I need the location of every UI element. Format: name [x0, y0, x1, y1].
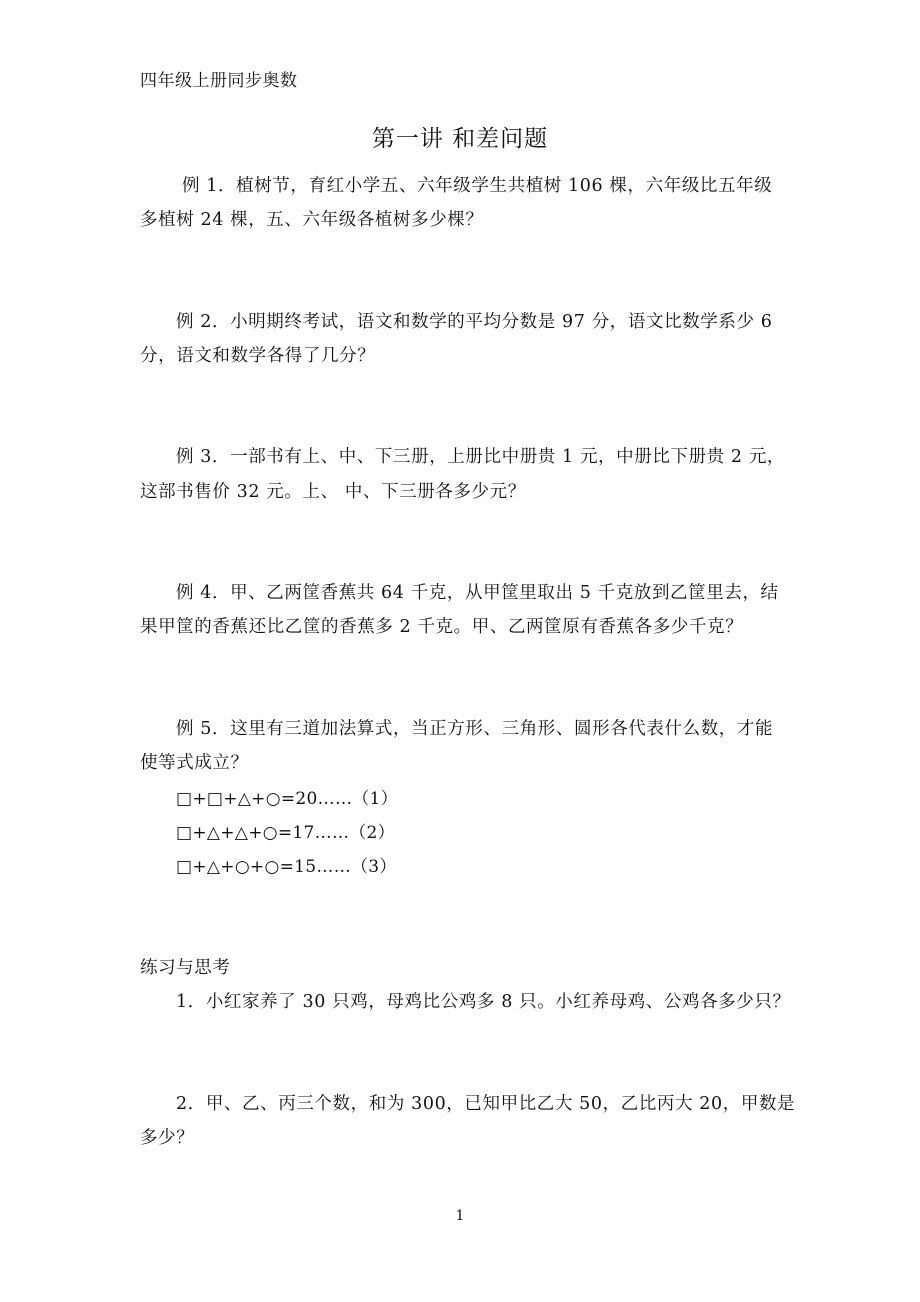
- example-1-line-2: 多植树 24 棵，五、六年级各植树多少棵？: [140, 210, 484, 230]
- example-4-line-1: 例 4．甲、乙两筐香蕉共 64 千克，从甲筐里取出 5 千克放到乙筐里去，结: [176, 583, 779, 603]
- practice-1-line-1: 1．小红家养了 30 只鸡，母鸡比公鸡多 8 只。小红养母鸡、公鸡各多少只？: [176, 992, 791, 1012]
- example-4-line-2: 果甲筐的香蕉还比乙筐的香蕉多 2 千克。甲、乙两筐原有香蕉各多少千克？: [140, 617, 744, 637]
- example-1-line-1: 例 1．植树节，育红小学五、六年级学生共植树 106 棵，六年级比五年级: [182, 176, 773, 196]
- document-header: 四年级上册同步奥数: [140, 71, 298, 91]
- example-3-line-2: 这部书售价 32 元。上、 中、下三册各多少元？: [140, 482, 526, 502]
- formula-1: □+□+△+○=20……（1）: [176, 789, 398, 809]
- example-2-line-2: 分，语文和数学各得了几分？: [140, 346, 376, 366]
- example-5-line-1: 例 5．这里有三道加法算式，当正方形、三角形、圆形各代表什么数，才能: [176, 719, 774, 739]
- practice-2-line-2: 多少？: [140, 1128, 195, 1148]
- formula-2: □+△+△+○=17……（2）: [176, 823, 395, 843]
- example-3-line-1: 例 3．一部书有上、中、下三册，上册比中册贵 1 元，中册比下册贵 2 元，: [176, 447, 786, 467]
- page-number: 1: [455, 1208, 465, 1224]
- example-5-line-2: 使等式成立？: [140, 753, 249, 773]
- example-2-line-1: 例 2．小明期终考试，语文和数学的平均分数是 97 分，语文比数学系少 6: [176, 312, 773, 332]
- formula-3: □+△+○+○=15……（3）: [176, 857, 397, 877]
- lecture-title: 第一讲 和差问题: [371, 126, 549, 152]
- practice-2-line-1: 2．甲、乙、丙三个数，和为 300，已知甲比乙大 50，乙比丙大 20，甲数是: [176, 1094, 796, 1114]
- practice-heading: 练习与思考: [140, 958, 231, 978]
